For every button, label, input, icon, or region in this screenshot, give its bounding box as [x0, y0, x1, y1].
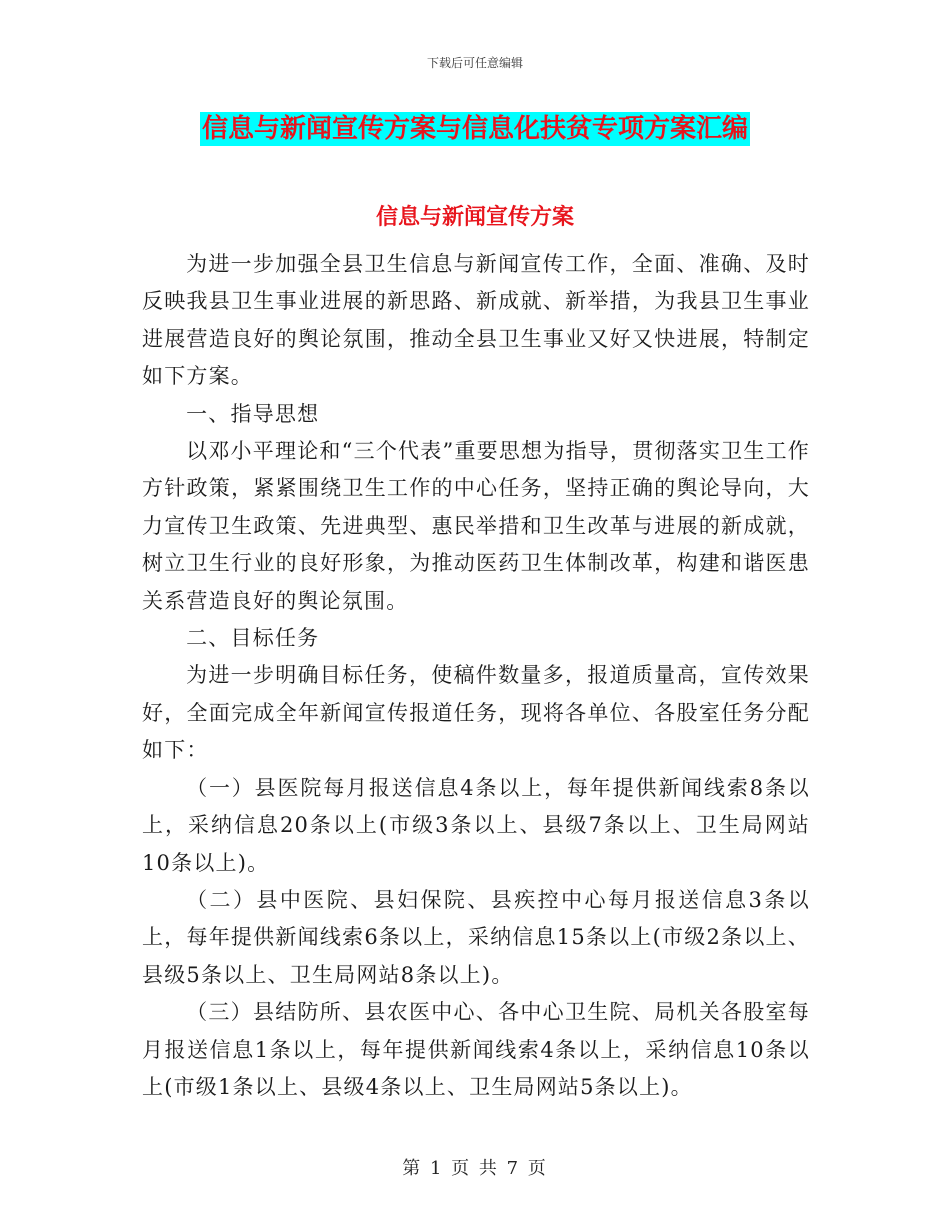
header-note: 下载后可任意编辑: [426, 56, 523, 70]
heading-guiding-ideology: 一、指导思想: [186, 401, 320, 426]
page-footer: 第 1 页 共 7 页: [402, 1158, 548, 1179]
paragraph-target-tasks: 为进一步明确目标任务，使稿件数量多，报道质量高，宣传效果好，全面完成全年新闻宣传报道任务，现将各单位、各股室任务分配如下：: [142, 663, 810, 763]
section-title: 信息与新闻宣传方案: [375, 204, 574, 230]
main-title: [0, 112, 950, 146]
paragraph-task-1: （一）县医院每月报送信息4条以上，每年提供新闻线索8条以上，采纳信息20条以上(市级3条以上、县级7条以上、卫生局网站10条以上)。: [142, 775, 810, 875]
paragraph-task-3: （三）县结防所、县农医中心、各中心卫生院、局机关各股室每月报送信息1条以上，每年提供新闻线索4条以上，采纳信息10条以上(市级1条以上、县级4条以上、卫生局网站5条以上)。: [142, 1000, 810, 1099]
paragraph-guiding-ideology: 以邓小平理论和“三个代表”重要思想为指导，贯彻落实卫生工作方针政策，紧紧围绕卫生工作的中心任务，坚持正确的舆论导向，大力宣传卫生政策、先进典型、惠民举措和卫生改革与进展的新成就，树立卫生行业的良好形象，为推动医药卫生体制改革，构建和谐医患关系营造良好的舆论氛围。: [142, 439, 810, 613]
main-title-text: 信息与新闻宣传方案与信息化扶贫专项方案汇编: [201, 114, 748, 144]
document-body: [142, 246, 810, 1106]
paragraph-intro: 为进一步加强全县卫生信息与新闻宣传工作，全面、准确、及时反映我县卫生事业进展的新思路、新成就、新举措，为我县卫生事业进展营造良好的舆论氛围，推动全县卫生事业又好又快进展，特制定如下方案。: [142, 252, 810, 389]
heading-target-tasks: 二、目标任务: [186, 626, 320, 651]
paragraph-task-2: （二）县中医院、县妇保院、县疾控中心每月报送信息3条以上，每年提供新闻线索6条以上，采纳信息15条以上(市级2条以上、县级5条以上、卫生局网站8条以上)。: [142, 887, 810, 987]
